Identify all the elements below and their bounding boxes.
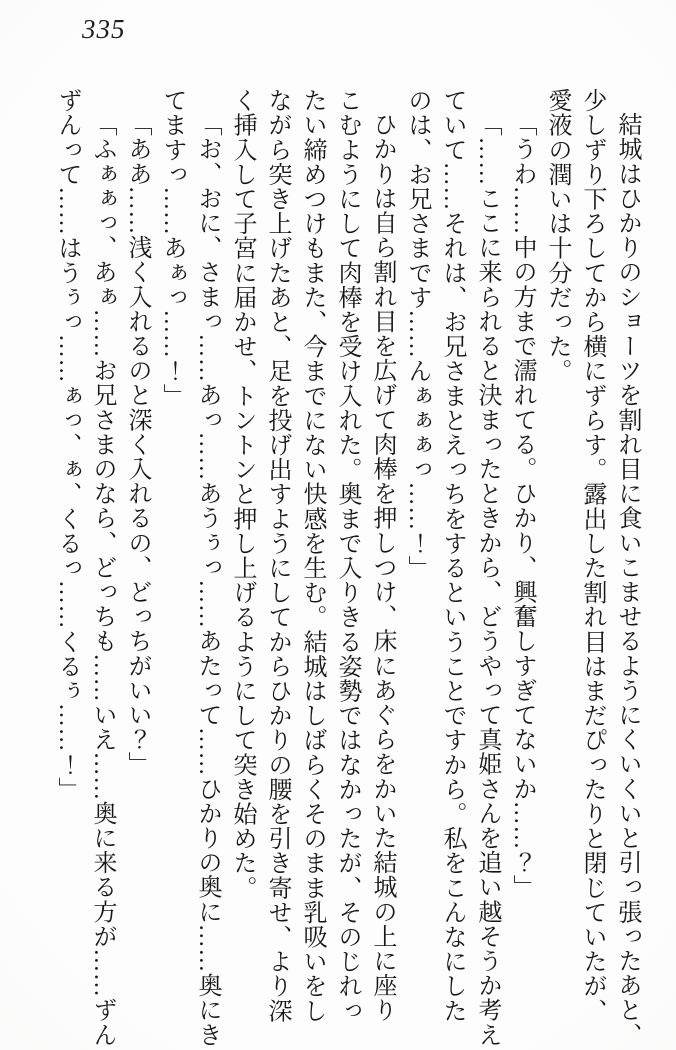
page-number: 335 [82, 14, 126, 44]
paragraph-2-dialogue [504, 88, 539, 1032]
text-line: 「ああ……浅く入れるのと深く入れるの、どっちがいい？」 [124, 112, 150, 777]
paragraph-6-dialogue [119, 88, 154, 1032]
text-line: 「お、おに、さまっ……あっ……あうぅっ……あたって……ひかりの奥に……奥にき [194, 112, 220, 1047]
text-block [49, 88, 644, 1047]
text-line: 少しずり下ろしてから横にずらす。露出した割れ目はまだぴったりと閉じていたが、 [579, 88, 605, 1023]
text-line: く挿入して子宮に届かせ、トントンと押し上げるようにして突き始めた。 [229, 88, 255, 900]
paragraph-4-narration [224, 88, 399, 1032]
paragraph-3-dialogue [399, 88, 504, 1047]
text-line: てますっ……あぁっ……！」 [159, 88, 185, 408]
paragraph-1-narration [539, 88, 644, 1047]
text-line: こむようにして肉棒を受け入れた。奥まで入りきる姿勢ではなかったが、そのじれっ [334, 88, 360, 1023]
text-line: 愛液の潤いは十分だった。 [544, 88, 570, 384]
text-line: ながら突き上げたあと、足を投げ出すようにしてからひかりの腰を引き寄せ、より深 [264, 88, 290, 1023]
text-line: たい締めつけもまた、今までにない快感を生む。結城はしばらくそのまま乳吸いをし [299, 88, 325, 1023]
text-line: ひかりは自ら割れ目を広げて肉棒を押しつけ、床にあぐらをかいた結城の上に座り [369, 112, 395, 1023]
text-line: 「ふぁぁっ、あぁ……お兄さまのなら、どっちも……いえ……奥に来る方が……ずん [89, 112, 115, 1047]
text-line: のは、お兄さまです……んぁぁぁっ……！」 [404, 88, 430, 580]
text-line: 「……ここに来られると決まったときから、どうやって真姫さんを追い越そうか考え [474, 112, 500, 1047]
paragraph-5-dialogue [154, 88, 224, 1047]
text-line: 結城はひかりのショーツを割れ目に食いこませるようにくいくいと引っ張ったあと、 [614, 112, 640, 1047]
paragraph-7-dialogue [49, 88, 119, 1047]
text-line: ずんって……はうぅっ……ぁっ、ぁ、くるっ……くるぅ……！」 [54, 88, 80, 802]
text-line: ていて……それは、お兄さまとえっちをするということですから。私をこんなにした [439, 88, 465, 1023]
text-line: 「うわ……中の方まで濡れてる。ひかり、興奮しすぎてないか……？」 [509, 112, 535, 900]
